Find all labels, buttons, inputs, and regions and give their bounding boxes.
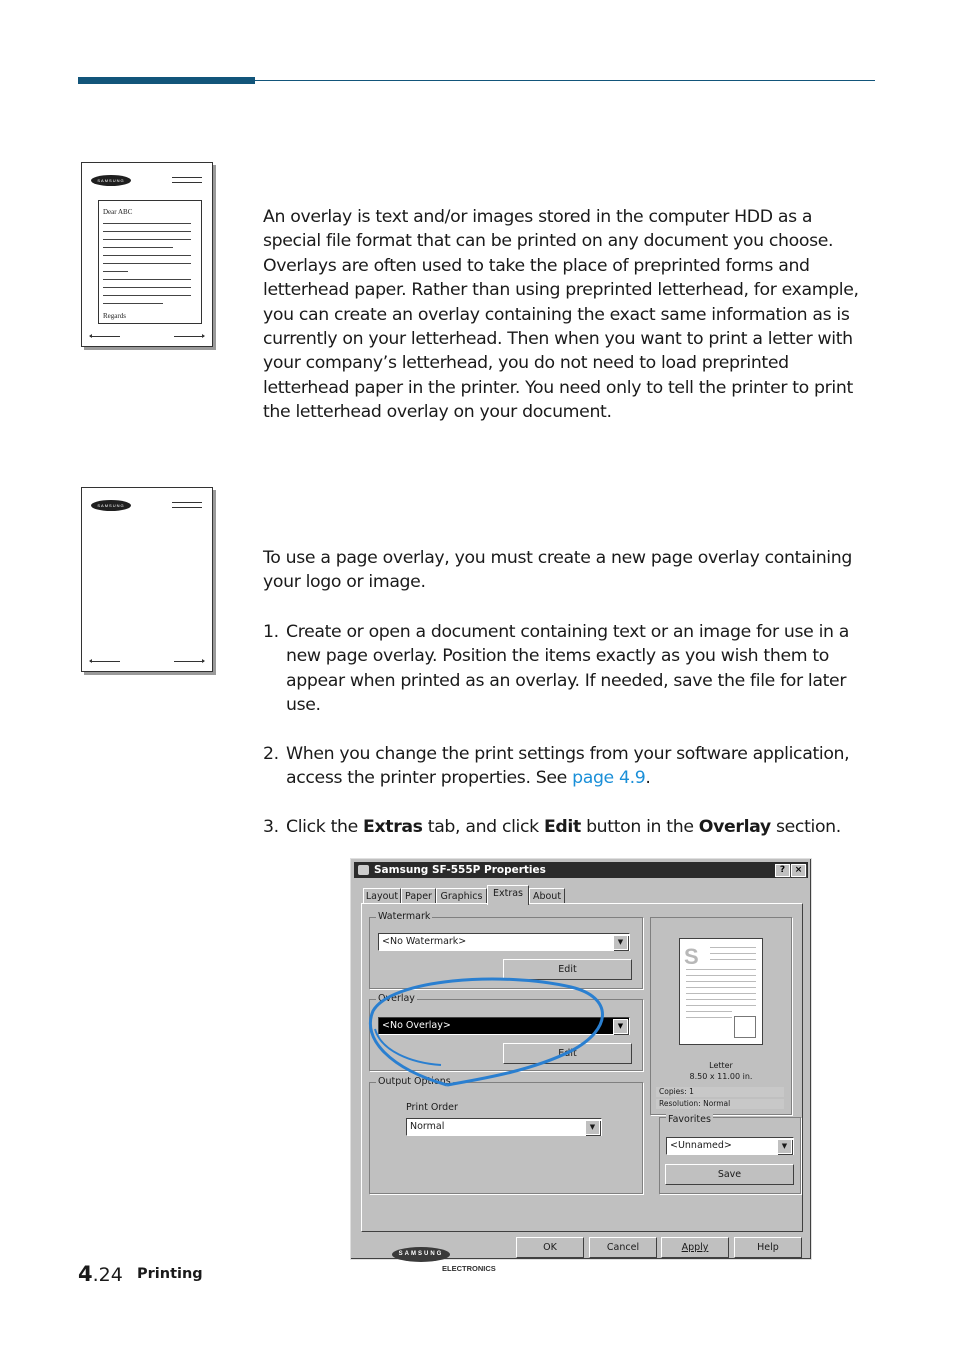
overlay-label: Overlay — [378, 993, 415, 1004]
arrow-right-icon — [174, 661, 204, 662]
step-3: 3. Click the Extras tab, and click Edit button in the Overlay section. — [263, 815, 863, 839]
printer-properties-dialog — [350, 858, 812, 1273]
cancel-button[interactable]: Cancel — [589, 1237, 657, 1258]
tab-layout[interactable]: Layout — [363, 888, 401, 904]
arrow-left-icon — [90, 336, 120, 337]
overlay-select[interactable]: <No Overlay> ▼ — [378, 1017, 630, 1035]
arrow-left-icon — [90, 661, 120, 662]
tab-paper[interactable]: Paper — [401, 888, 436, 904]
overlay-edit-button[interactable]: Edit — [503, 1043, 632, 1064]
print-order-select[interactable]: Normal ▼ — [406, 1118, 602, 1136]
paper-size: 8.50 x 11.00 in. — [689, 1072, 753, 1081]
create-overlay-paragraph: To use a page overlay, you must create a new page overlay containing your logo or image. — [263, 548, 852, 593]
section-name: Printing — [137, 1266, 203, 1282]
ok-button[interactable]: OK — [516, 1237, 584, 1258]
samsung-logo: SAMSUNG — [392, 1247, 450, 1262]
letter-greeting: Dear ABC — [103, 208, 133, 216]
favorites-label: Favorites — [668, 1114, 711, 1125]
output-options-label: Output Options — [378, 1076, 451, 1087]
overlay-highlight-ellipse — [351, 859, 811, 1259]
favorites-save-button[interactable]: Save — [665, 1164, 794, 1185]
copies-info: Copies: 1 — [656, 1087, 784, 1097]
tab-graphics[interactable]: Graphics — [436, 888, 487, 904]
resolution-info: Resolution: Normal — [656, 1099, 784, 1109]
watermark-select[interactable]: <No Watermark> ▼ — [378, 933, 630, 951]
step-1 — [263, 620, 863, 718]
watermark-label: Watermark — [378, 911, 431, 922]
tab-about[interactable]: About — [529, 888, 565, 904]
step-text: When you change the print settings from your software application, access the printer properties. See — [286, 744, 850, 789]
letter-body — [98, 200, 202, 324]
header-rule — [255, 80, 875, 81]
chevron-down-icon[interactable]: ▼ — [613, 1019, 628, 1034]
chevron-down-icon[interactable]: ▼ — [777, 1139, 792, 1154]
overlay-term: Overlay — [698, 817, 771, 837]
preview-logo-letter: S — [684, 944, 699, 969]
page-number: 4.24 — [78, 1262, 123, 1286]
page-link[interactable]: page 4.9 — [572, 768, 646, 789]
extras-term: Extras — [363, 817, 423, 837]
help-button[interactable]: Help — [734, 1237, 802, 1258]
watermark-edit-button[interactable]: Edit — [503, 959, 632, 980]
dialog-title: Samsung SF-555P Properties — [374, 864, 546, 876]
overlay-thumbnail — [81, 487, 213, 672]
letterhead-thumbnail — [81, 162, 213, 347]
samsung-logo: SAMSUNG — [91, 500, 131, 511]
step-text: Create or open a document containing text or an image for use in a new page overlay. Position the items exactly as you wish them to appear when printed as an overlay. If needed, save the file for later use. — [286, 622, 850, 716]
paper-name: Letter — [709, 1061, 733, 1070]
favorites-select[interactable]: <Unnamed> ▼ — [666, 1137, 794, 1155]
help-title-button[interactable]: ? — [775, 864, 790, 877]
intro-paragraph: An overlay is text and/or images stored in the computer HDD as a special file format that can be printed on any document you choose. Overlays are often used to take the place of preprinted forms and letterhead paper. Rather than using preprinted letterhead, for example, you can create an overlay containing the exact same information as is currently on your letterhead. Then when you want to print a letter with your company’s letterhead, you do not need to load preprinted letterhead paper in the printer. You need only to tell the printer to print the letterhead overlay on your document. — [263, 207, 859, 423]
chevron-down-icon[interactable]: ▼ — [613, 935, 628, 950]
chevron-down-icon[interactable]: ▼ — [585, 1120, 600, 1135]
step-number: 3. — [263, 817, 279, 837]
apply-button[interactable]: Apply — [661, 1237, 729, 1258]
edit-term: Edit — [543, 817, 581, 837]
print-order-label: Print Order — [406, 1102, 458, 1113]
electronics-text: ELECTRONICS — [442, 1264, 496, 1273]
step-number: 2. — [263, 744, 279, 764]
header-rule-accent — [78, 77, 255, 84]
tab-extras[interactable]: Extras — [487, 885, 529, 905]
close-icon[interactable]: × — [791, 864, 806, 877]
arrow-right-icon — [174, 336, 204, 337]
step-2: 2. When you change the print settings from your software application, access the printer properties. See page 4.9. — [263, 744, 850, 789]
step-number: 1. — [263, 622, 279, 642]
letter-closing: Regards — [103, 312, 126, 320]
samsung-logo: SAMSUNG — [91, 175, 131, 186]
